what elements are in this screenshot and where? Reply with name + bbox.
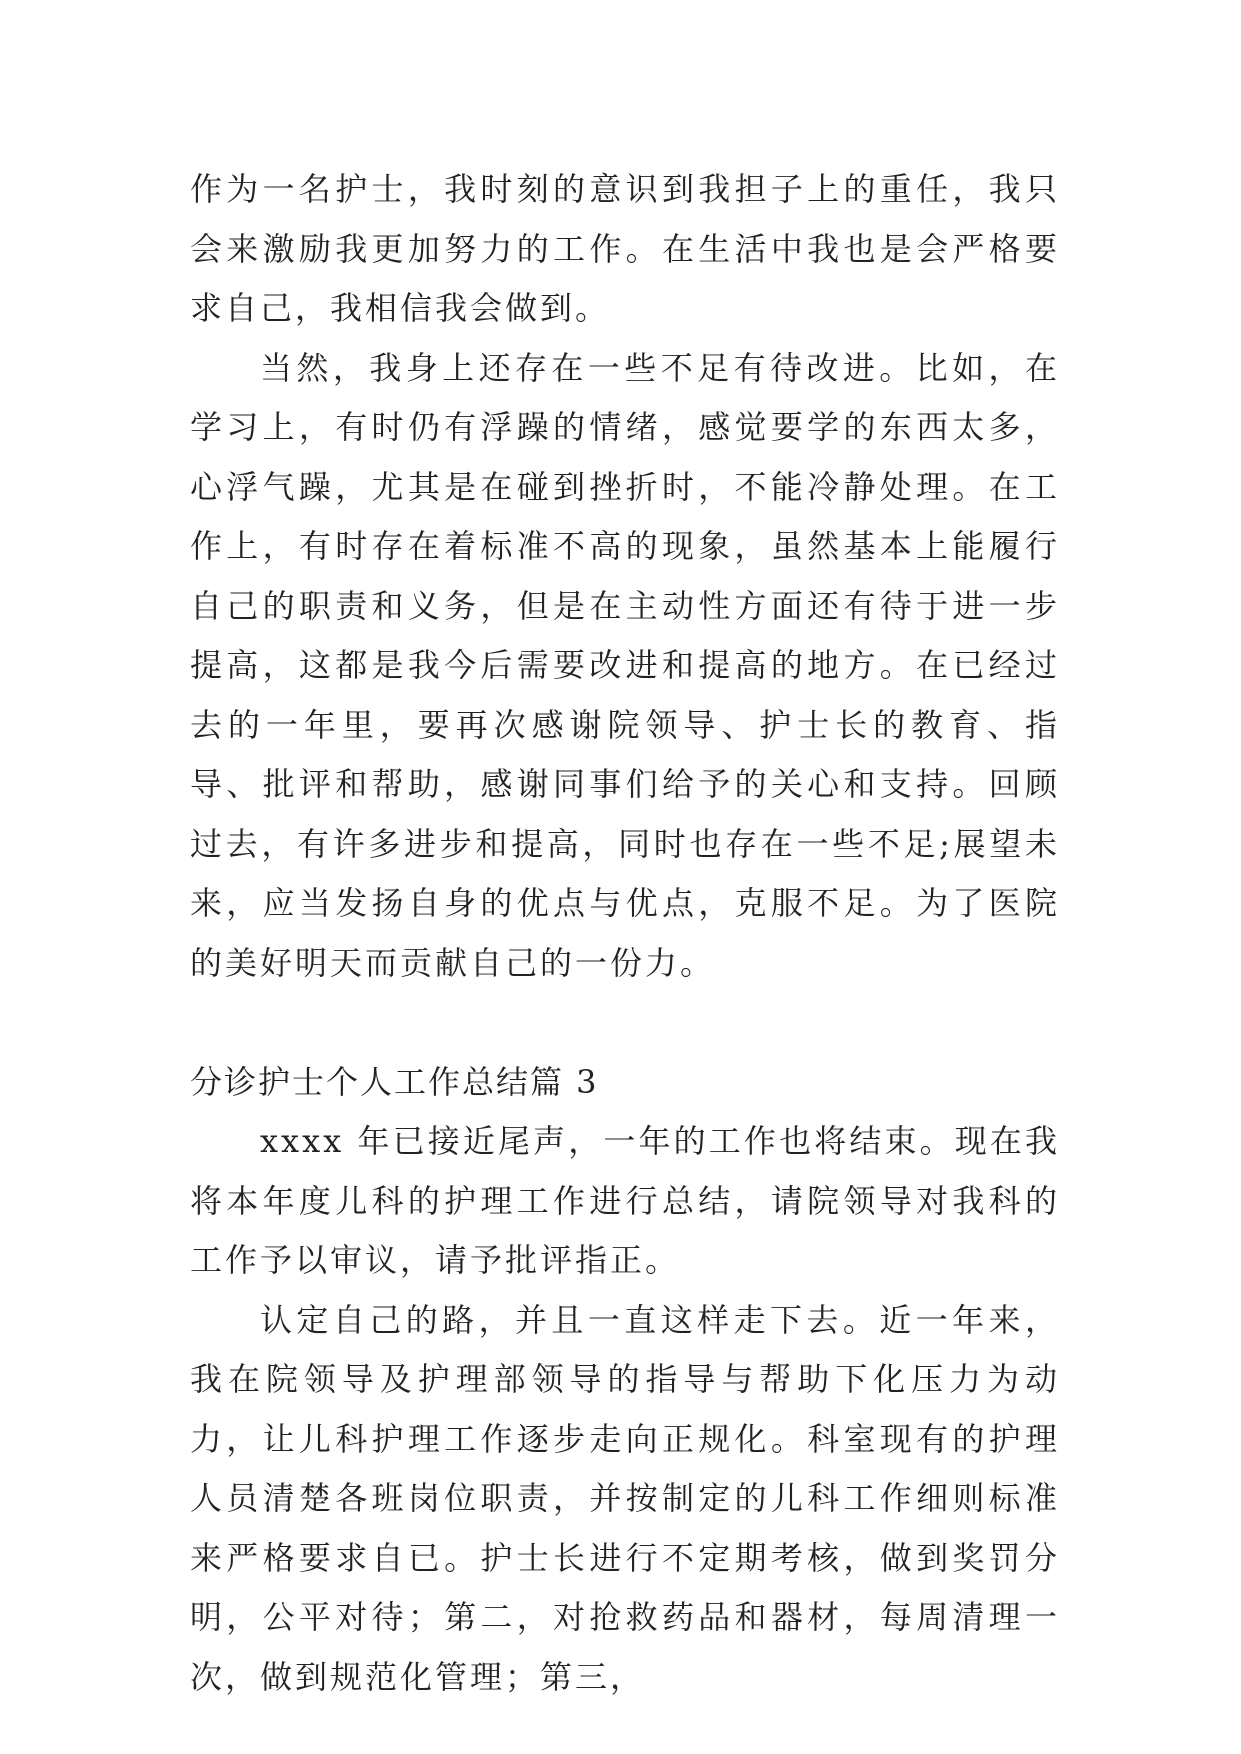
paragraph-3: xxxx 年已接近尾声，一年的工作也将结束。现在我将本年度儿科的护理工作进行总结，请院领导对我科的工作予以审议，请予批评指正。 xyxy=(190,1122,1060,1279)
paragraph-1: 作为一名护士，我时刻的意识到我担子上的重任，我只会来激励我更加努力的工作。在生活中我也是会严格要求自己，我相信我会做到。 xyxy=(190,170,1060,327)
section-heading: 分诊护士个人工作总结篇 3 xyxy=(190,1062,599,1101)
document-body xyxy=(190,160,1060,1707)
paragraph-4: 认定自己的路，并且一直这样走下去。近一年来，我在院领导及护理部领导的指导与帮助下化压力为动力，让儿科护理工作逐步走向正规化。科室现有的护理人员清楚各班岗位职责，并按制定的儿科工作细则标准来严格要求自已。护士长进行不定期考核，做到奖罚分明，公平对待；第二，对抢救药品和器材，每周清理一次，做到规范化管理；第三， xyxy=(190,1300,1060,1696)
paragraph-2: 当然，我身上还存在一些不足有待改进。比如，在学习上，有时仍有浮躁的情绪，感觉要学的东西太多，心浮气躁，尤其是在碰到挫折时，不能冷静处理。在工作上，有时存在着标准不高的现象，虽然基本上能履行自己的职责和义务，但是在主动性方面还有待于进一步提高，这都是我今后需要改进和提高的地方。在已经过去的一年里，要再次感谢院领导、护士长的教育、指导、批评和帮助，感谢同事们给予的关心和支持。回顾过去，有许多进步和提高，同时也存在一些不足;展望未来，应当发扬自身的优点与优点，克服不足。为了医院的美好明天而贡献自己的一份力。 xyxy=(190,348,1060,982)
